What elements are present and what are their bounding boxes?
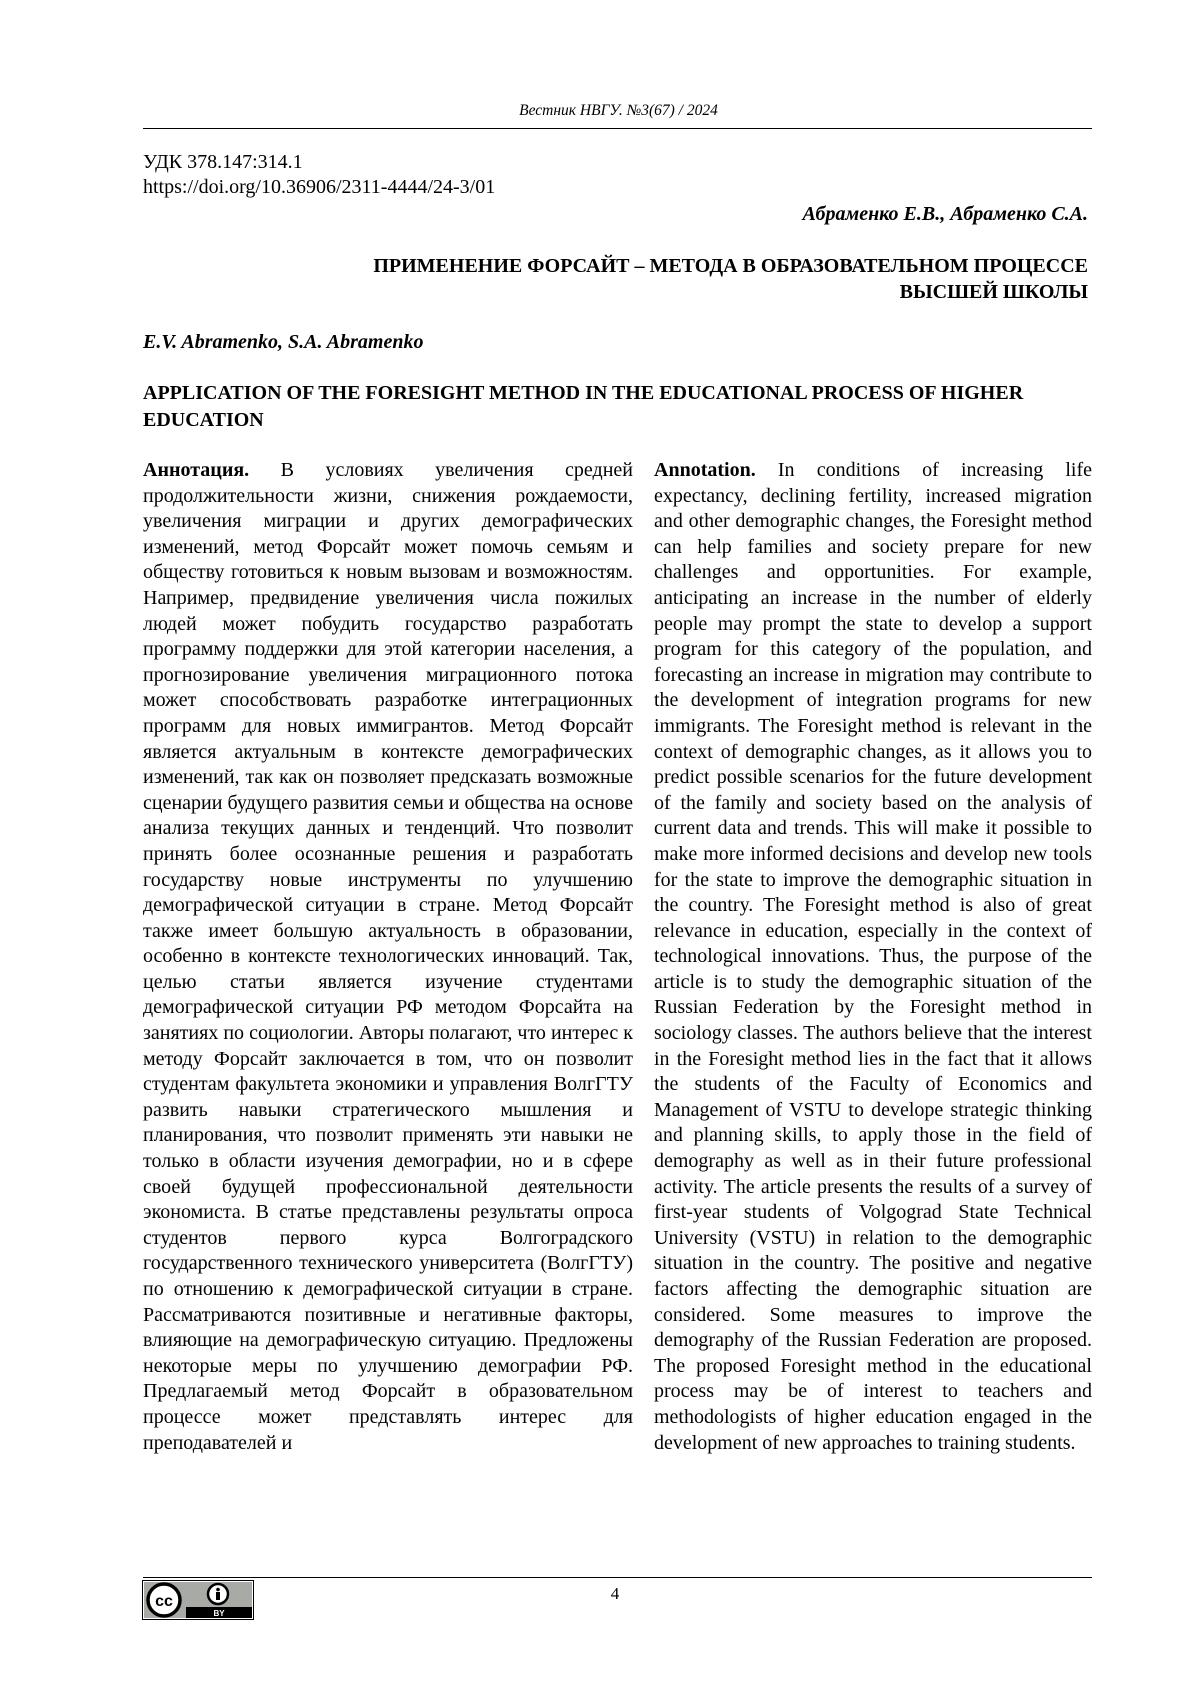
page-number: 4 [610,1584,620,1603]
authors-en: E.V. Abramenko, S.A. Abramenko [143,331,424,353]
article-meta [143,150,495,200]
journal-header: Вестник НВГУ. №3(67) / 2024 [519,102,718,119]
doi-link[interactable]: https://doi.org/10.36906/2311-4444/24-3/01 [143,176,496,198]
abstract-ru-label: Аннотация. [143,459,250,481]
footer-rule [143,1577,1092,1578]
title-ru-line-1: ПРИМЕНЕНИЕ ФОРСАЙТ – МЕТОДА В ОБРАЗОВАТЕЛЬНОМ ПРОЦЕССЕ [373,255,1088,277]
udc-code: УДК 378.147:314.1 [143,151,303,173]
svg-text:cc: cc [155,1593,173,1610]
title-ru-line-2: ВЫСШЕЙ ШКОЛЫ [899,281,1088,303]
abstract-en-text: In conditions of increasing life expectancy, declining fertility, increased migration and other demographic changes, the Foresight method can help families and society prepare for new challenges and opportunities. For example, anticipating an increase in the number of elderly people may prompt the state to develop a support program for this category of the population, and forecasting an increase in migration may contribute to the development of integration programs for new immigrants. The Foresight method is relevant in the context of demographic changes, as it allows you to predict possible scenarios for the future development of the family and society based on the analysis of current data and trends. This will make it possible to make more informed decisions and develop new tools for the state to improve the demographic situation in the country. The Foresight method is also of great relevance in education, especially in the context of technological innovations. Thus, the purpose of the article is to study the demographic situation of the Russian Federation by the Foresight method in sociology classes. The authors believe that the interest in the Foresight method lies in the fact that it allows the students of the Faculty of Economics and Management of VSTU to develope strategic thinking and planning skills, to apply those in the field of demography as well as in their future professional activity. The article presents the results of a survey of first-year students of Volgograd State Technical University (VSTU) in relation to the demographic situation in the country. The positive and negative factors affecting the demographic situation are considered. Some measures to improve the demography of the Russian Federation are proposed. The proposed Foresight method in the educational process may be of interest to teachers and methodologists of higher education engaged in the development of new approaches to training students. [654,459,1093,1454]
header-rule [143,128,1092,129]
authors-ru: Абраменко Е.В., Абраменко С.А. [802,203,1088,225]
abstract-en [654,458,1092,1456]
cc-by-icon[interactable] [142,1580,254,1620]
abstract-en-label: Annotation. [654,459,756,481]
abstract-ru-text: В условиях увеличения средней продолжительности жизни, снижения рождаемости, увеличения миграции и других демографических изменений, метод Форсайт может помочь семьям и обществу готовиться к новым вызовам и возможностям. Например, предвидение увеличения числа пожилых людей может побудить государство разработать программу поддержки для этой категории населения, а прогнозирование увеличения миграционного потока может способствовать разработке интеграционных программ для новых иммигрантов. Метод Форсайт является актуальным в контексте демографических изменений, так как он позволяет предсказать возможные сценарии будущего развития семьи и общества на основе анализа текущих данных и тенденций. Что позволит принять более осознанные решения и разработать государству новые инструменты по улучшению демографической ситуации в стране. Метод Форсайт также имеет большую актуальность в образовании, особенно в контексте технологических инноваций. Так, целью статьи является изучение студентами демографической ситуации РФ методом Форсайта на занятиях по социологии. Авторы полагают, что интерес к методу Форсайт заключается в том, что он позволит студентам факультета экономики и управления ВолгГТУ развить навыки стратегического мышления и планирования, что позволит применять эти навыки не только в области изучения демографии, но и в сфере своей будущей профессиональной деятельности экономиста. В статье представлены результаты опроса студентов первого курса Волгоградского государственного технического университета (ВолгГТУ) по отношению к демографической ситуации в стране. Рассматриваются позитивные и негативные факторы, влияющие на демографическую ситуацию. Предложены некоторые меры по улучшению демографии РФ. Предлагаемый метод Форсайт в образовательном процессе может представлять интерес для преподавателей и [143,459,634,1454]
title-ru [143,253,1088,305]
abstract-ru [143,458,633,1456]
license-label: BY [213,1609,225,1618]
title-en: APPLICATION OF THE FORESIGHT METHOD IN THE EDUCATIONAL PROCESS OF HIGHER EDUCATION [143,382,1024,431]
